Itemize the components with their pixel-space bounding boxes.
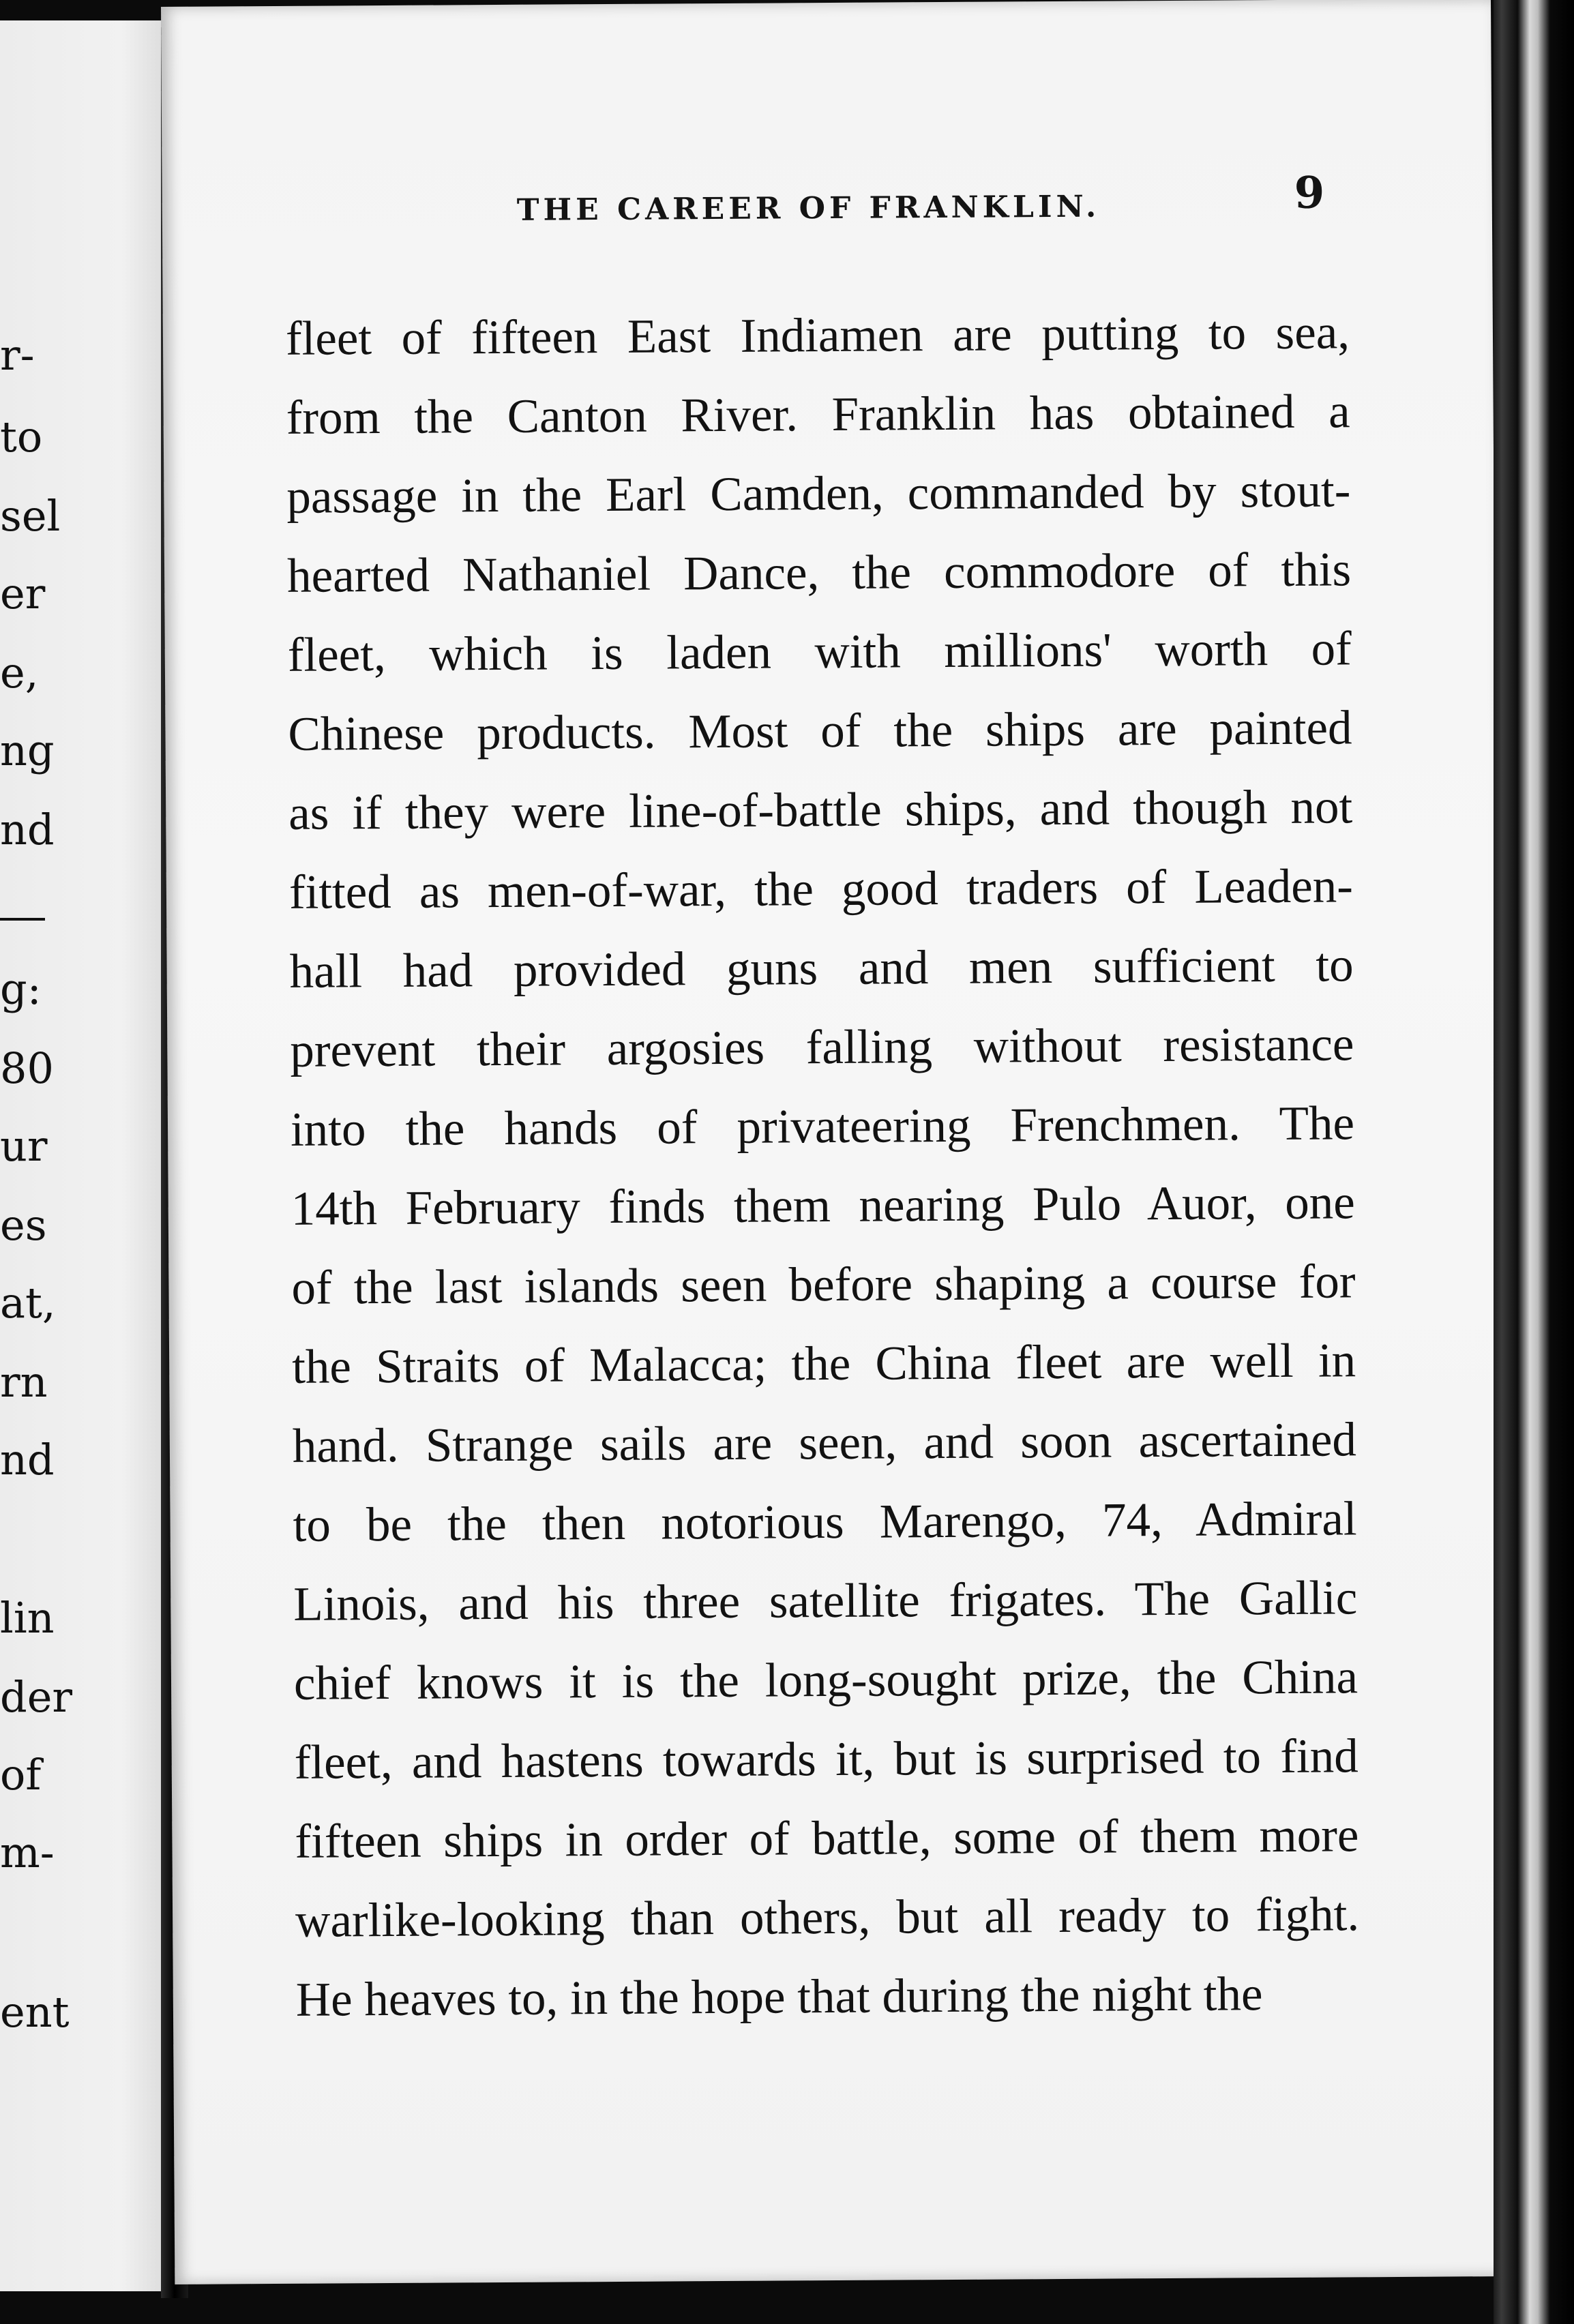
facing-page-left [0,20,174,2291]
left-fragment: at, [0,1278,56,1328]
left-fragment: nd [0,805,55,854]
left-fragment: der [0,1672,73,1722]
page-edge-right [1494,0,1574,2324]
text-line: He heaves to, in the hope that during the night the [295,1967,1263,2027]
text-line: warlike-looking than others, but all ready to fight. [295,1888,1360,1948]
left-fragment: lin [0,1593,55,1643]
left-fragment: of [0,1750,42,1800]
text-line: fleet of fifteen East Indiamen are putting to sea, [285,306,1350,366]
left-fragment: ng [0,726,55,775]
text-line: Chinese products. Most of the ships are painted [288,701,1352,761]
left-fragment: nd [0,1435,55,1485]
text-line: hall had provided guns and men sufficient to [289,938,1354,998]
left-fragment: es [0,1200,47,1250]
text-line: 14th February finds them nearing Pulo Auor, one [291,1176,1355,1236]
left-fragment: ur [0,1121,48,1171]
text-line: from the Canton River. Franklin has obtained a [286,385,1350,445]
body-text [286,293,1361,2039]
text-line: the Straits of Malacca; the China fleet are well in [291,1334,1356,1394]
left-fragment: e, [0,648,39,698]
left-fragment: rn [0,1357,48,1407]
text-line: passage in the Earl Camden, commanded by stout- [286,464,1351,524]
left-fragment: 80 [0,1043,54,1093]
book-page [161,0,1504,2284]
text-line: fleet, and hastens towards it, but is surprised to find [294,1729,1358,1789]
running-head: THE CAREER OF FRANKLIN. [516,189,1101,228]
text-line: into the hands of privateering Frenchmen. The [290,1097,1355,1157]
page-number: 9 [1294,167,1325,219]
left-fragment: er [0,569,46,619]
text-line: of the last islands seen before shaping a course for [291,1255,1356,1315]
left-fragment: m- [0,1828,55,1877]
text-line: as if they were line-of-battle ships, and though not [288,780,1353,840]
text-line: hearted Nathaniel Dance, the commodore of this [286,543,1352,603]
left-fragment: sel [0,491,61,541]
text-line: prevent their argosies falling without resistance [290,1017,1354,1077]
left-fragment: r- [0,330,35,380]
left-fragment: to [0,412,43,462]
text-line: to be the then notorious Marengo, 74, Admiral [293,1492,1357,1552]
left-fragment: g: [0,964,42,1014]
text-line: fleet, which is laden with millions' worth of [287,622,1352,682]
text-line: fifteen ships in order of battle, some of them more [295,1808,1359,1868]
text-line: Linois, and his three satellite frigates. The Gallic [293,1571,1358,1631]
left-rule-line [0,918,45,921]
text-line: fitted as men-of-war, the good traders of Leaden- [288,859,1354,919]
text-line: hand. Strange sails are seen, and soon ascertained [292,1413,1357,1473]
left-fragment: ent [0,1987,70,2037]
text-line: chief knows it is the long-sought prize, the China [293,1650,1358,1710]
